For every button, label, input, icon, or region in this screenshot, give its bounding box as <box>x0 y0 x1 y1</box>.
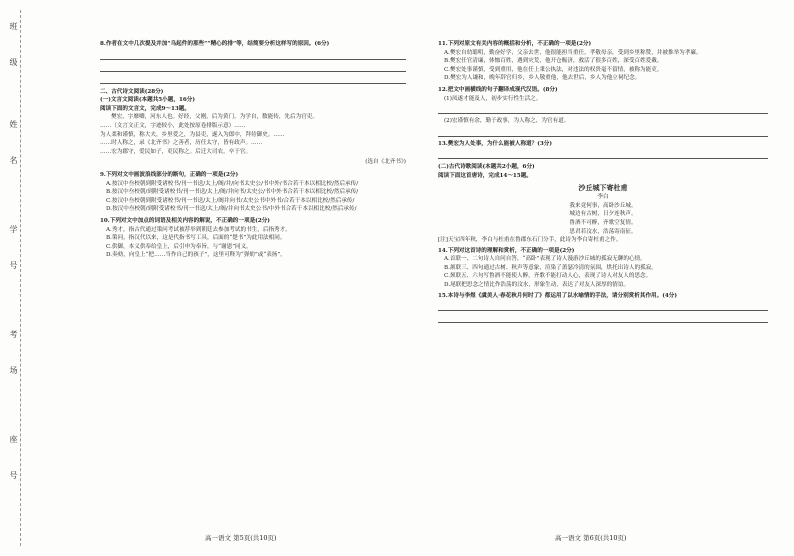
binding-label: 名 <box>9 156 18 164</box>
question-15: 15.本诗与李煜《虞美人·春花秋月何时了》都运用了以水喻情的手法，请分别赏析其作用。(4分) <box>438 292 678 299</box>
binding-line <box>20 10 21 546</box>
right-column <box>438 40 768 326</box>
binding-label: 级 <box>9 58 18 66</box>
option-a: A.按汉中叁校朝到附受诸校书/刊一书送/太上/阁/并/向书太史公/书中外/书合若干本以相比校/然后承传/ <box>106 180 359 187</box>
page-footer-right: 高一语文 第6页(共10页) <box>555 534 627 542</box>
subsection-1-instruction: 阅读下面的文言文，完成9～13题。 <box>100 105 190 112</box>
option-a: A.首联一、二句诗人自问自答，“高卧”表现了诗人漫游沙丘城的孤寂无聊的心情。 <box>444 256 646 263</box>
page-footer-left: 高一语文 第5页(共10页) <box>205 534 277 542</box>
option-d: D.奏劾，向皇上“把……当作自己的孩子”，这里可释为“弹劾”或“表扬”。 <box>106 252 286 259</box>
option-b: B.按汉中叁校朝/到附受诸校书/刊一书送/太上/阁/并向书/太史公/书中外书合若干本以相比校/然后承传/ <box>106 189 359 196</box>
subsection-2-instruction: 阅读下面这首唐诗，完成14～15题。 <box>438 172 532 179</box>
question-9: 9.下列对文中画波浪线部分的断句，正确的一项是(2分) <box>100 171 239 178</box>
answer-line[interactable] <box>438 314 768 323</box>
passage-paragraph: 为人柔和谨慎，称大夫，乡里爱之，为县吏，遂入为郎中，拜侍御史。…… <box>100 131 285 138</box>
question-11: 11.下列对原文有关内容的概括和分析，不正确的一项是(2分) <box>438 41 592 47</box>
poem-line: 城边有古树，日夕连秋声。 <box>569 211 637 218</box>
subsection-1-title: (一)文言文阅读(本题共5小题，16分) <box>100 97 195 104</box>
binding-label: 号 <box>9 471 18 479</box>
binding-label: 学 <box>9 225 18 233</box>
poem-title: 沙丘城下寄杜甫 <box>578 182 628 192</box>
binding-margin <box>4 10 24 546</box>
question-8: 8.作者在文中几次提及并加“乌起件的那些”“精心的排”等，结简要分析这样写的原因。(6分) <box>100 41 330 47</box>
binding-label: 座 <box>9 435 18 443</box>
binding-label: 姓 <box>9 120 18 128</box>
question-10: 10.下列对文中加点的词语及相关内容的解说，不正确的一项是(2分) <box>100 217 270 224</box>
question-12-part-1: (1)凤遂才能及人，初步实行性生活之。 <box>444 95 542 102</box>
poem-author: 李白 <box>597 194 609 201</box>
option-c: C.按汉中叁校朝到附受诸校书/刊一书送/太上/阁并向书/太史公书中外书/合若干本以相比校/然后承传/ <box>106 197 355 204</box>
section-2-title: 二、古代诗文阅读(28分) <box>100 88 164 95</box>
binding-label: 考 <box>9 330 18 338</box>
question-12-part-2: (2)宏谨慎有余，勤于政事，为人称之，为官有道。 <box>444 118 570 125</box>
passage-source: (选自《北齐书》) <box>365 159 406 166</box>
poem-line: 我来竟何事，高卧沙丘城。 <box>569 202 637 209</box>
option-b: B.策问，指汉代以来，这是代指书写工具，后面的“楚书”为此用法相同。 <box>106 235 286 242</box>
option-c: C.颈联五、六句写鲁酒不能使人醉，齐歌不能打动人心，表现了诗人对友人的思念。 <box>444 273 652 280</box>
option-c: C.樊宏处事谨慎，受到重用，他在任上秉公执法，对违法的权贵毫不留情，被称为能吏。 <box>444 66 663 73</box>
answer-line[interactable] <box>438 128 768 137</box>
binding-label: 号 <box>9 261 18 269</box>
option-b: B.颔联三、四句通过古树、秋声等意象，渲染了萧瑟冷清的氛围，烘托出诗人的孤寂。 <box>444 264 657 271</box>
poem-line: 鲁酒不可醉，齐歌空复情。 <box>569 219 637 226</box>
answer-line[interactable] <box>100 75 406 84</box>
option-d: D.按汉中叁校朝/到附受诸校书/刊一书送/太上/阁/并向书太史公书/中外书合若干本以相比校/然后承传/ <box>106 206 357 213</box>
poem-line: 思君若汶水，浩荡寄南征。 <box>569 228 637 235</box>
passage-paragraph: ……（文言文正文，字迹较小，此处按原卷排版示意）…… <box>100 122 246 129</box>
option-b: B.樊宏任官清廉，体恤百姓，遇到灾荒，他开仓赈济，救活了很多百姓，深受百姓爱戴。 <box>444 58 663 65</box>
subsection-2-title: (二)古代诗歌阅读(本题共2小题，6分) <box>438 164 535 171</box>
option-d: D.尾联把思念之情比作浩荡的汶水，形象生动，表达了对友人深厚的情谊。 <box>444 282 630 289</box>
answer-line[interactable] <box>438 302 768 311</box>
option-a: A.秀才，指古代通过策问考试被荐举到朝廷去参加考试的书生，后指秀才。 <box>106 226 291 233</box>
option-a: A.樊宏自幼聪明，勤奋好学，父亲去世，他很能担当重任，孝敬母亲，受到乡里称赞，并被推举为孝廉。 <box>444 49 702 56</box>
passage-paragraph: ……时人称之，录《北齐书》之善者，历任太守，皆有政声。…… <box>100 140 263 147</box>
left-column <box>100 40 406 260</box>
option-c: C.供御，本义供奉给皇上，后引申为奉旨，与“谢恩”同义。 <box>106 243 252 250</box>
question-13: 13.樊宏为人处事，为什么能被人称道？(3分) <box>438 140 553 147</box>
question-14: 14.下列对这首诗的理解和赏析，不正确的一项是(2分) <box>438 247 575 254</box>
answer-line[interactable] <box>438 150 768 159</box>
passage-paragraph: 樊宏，字靡卿，河东人也。好经，父刚，后为黄门。为学自，数能传，先后为官吏。 <box>111 114 318 121</box>
poem-note: [注]天宝四年秋，李白与杜甫在鲁郡东石门分手，此诗为李白寄杜甫之作。 <box>438 237 622 244</box>
question-12: 12.把文中画横线的句子翻译成现代汉语。(8分) <box>438 86 558 93</box>
answer-line[interactable] <box>438 105 768 114</box>
option-d: D.樊宏为人谦和，晚年辞官归乡，乡人敬重他，他去世后，乡人为他立祠纪念。 <box>444 75 641 82</box>
answer-line[interactable] <box>100 51 406 60</box>
binding-label: 场 <box>9 366 18 374</box>
answer-line[interactable] <box>100 63 406 72</box>
passage-paragraph: ……宏为郡守，爱民如子，吏民称之。后迁大司农，卒于官。 <box>100 148 252 155</box>
binding-label: 班 <box>9 22 18 30</box>
